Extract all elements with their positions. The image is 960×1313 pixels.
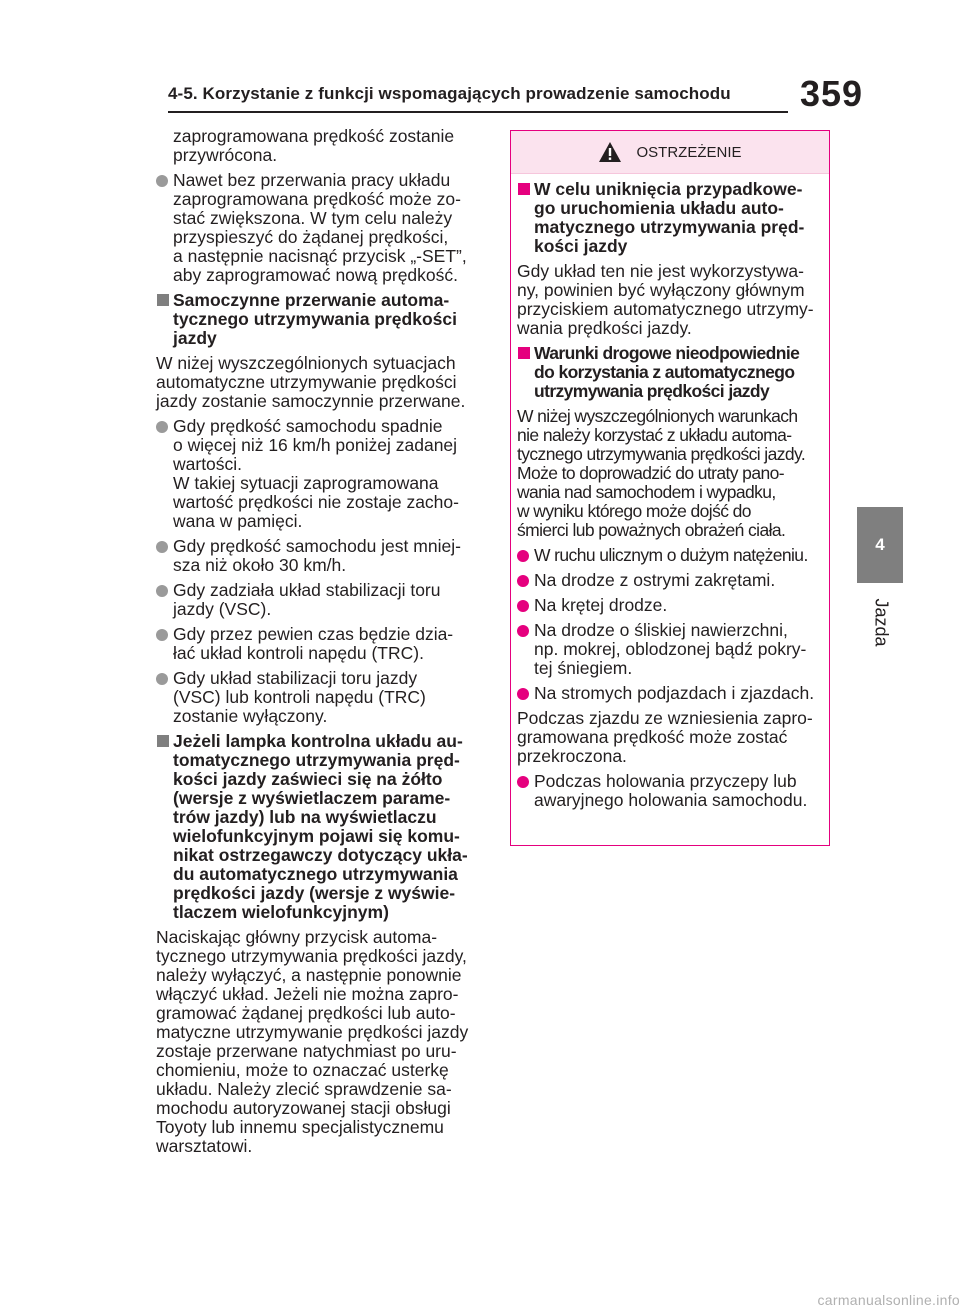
bullet-item [156,669,482,726]
bullet-text [173,417,482,531]
warning-bullet-item [517,546,823,565]
text-line: matycznego utrzymywania pręd- [534,217,805,237]
warning-bullet-item [517,596,823,615]
text-line: Na drodze o śliskiej nawierzchni, [534,620,788,640]
bullet-text [173,669,482,726]
text-line: Podczas zjazdu ze wzniesienia zapro- [517,708,813,728]
text-line: Na krętej drodze. [534,595,668,615]
text-line: nie należy korzystać z układu automa- [517,425,792,445]
text-line: przekroczona. [517,746,627,766]
bullet-text [534,772,823,810]
text-line: tlaczem wielofunkcyjnym) [173,902,389,922]
warning-box [510,130,830,846]
text-line: prędkości jazdy (wersje z wyświe- [173,883,456,903]
text-line: Gdy zadziała układ stabilizacji toru [173,580,441,600]
text-line: Samoczynne przerwanie automa- [173,290,450,310]
bullet-item [156,581,482,619]
text-line: nikat ostrzegawczy dotyczący ukła- [173,845,468,865]
square-bullet-icon [157,735,169,747]
bullet-item [156,417,482,531]
text-line: przywrócona. [173,145,278,165]
text-line: a następnie nacisnąć przycisk „-SET”, [173,246,467,266]
text-line: awaryjnego holowania samochodu. [534,790,808,810]
watermark: carmanualsonline.info [817,1292,960,1308]
running-header: 4-5. Korzystanie z funkcji wspomagających prowadzenie samochodu [168,84,731,103]
text-line: tej śniegiem. [534,658,633,678]
text-line: wana w pamięci. [173,511,303,531]
text-line: przyciskiem automatycznego utrzymy- [517,299,814,319]
warning-subheading [517,344,823,401]
square-bullet-icon [518,183,530,195]
text-line: Może to doprowadzić do utraty pano- [517,463,784,483]
text-line: mochodu autoryzowanej stacji obsługi [156,1098,451,1118]
text-line: łać układ kontroli napędu (TRC). [173,643,424,663]
bullet-text [534,546,823,565]
text-line: jazdy [173,328,217,348]
bullet-text [534,684,823,703]
text-line: kości jazdy zaświeci się na żółto [173,769,443,789]
text-line: śmierci lub poważnych obrażeń ciała. [517,520,786,540]
text-line: Na drodze z ostrymi zakrętami. [534,570,776,590]
left-column [156,127,482,1162]
chapter-label-text: Jazda [871,597,892,647]
bullet-text [173,581,482,619]
text-line: du automatycznego utrzymywania [173,864,458,884]
bullet-dot-icon [156,629,168,641]
warning-triangle-icon [598,141,622,163]
text-line: wania prędkości jazdy. [517,318,692,338]
bullet-dot-icon [156,673,168,685]
text-line: utrzymywania prędkości jazdy [534,381,770,401]
warning-bullet-item [517,772,823,810]
text-line: matyczne utrzymywanie prędkości jazdy [156,1022,469,1042]
bullet-item [156,171,482,285]
text-line: wartość prędkości nie zostaje zacho- [173,492,459,512]
text-line: tycznego utrzymywania prędkości jazdy, [156,946,467,966]
bullet-text [173,537,482,575]
warning-header [511,131,829,174]
bullet-text [534,596,823,615]
header-rule [168,111,788,113]
text-line: wartości. [173,454,243,474]
bullet-dot-icon [156,541,168,553]
text-line: aby zaprogramować nową prędkość. [173,265,459,285]
warning-paragraph [517,262,823,338]
text-line: automatyczne utrzymywanie prędkości [156,372,457,392]
text-line: W celu uniknięcia przypadkowe- [534,179,803,199]
text-line: w wyniku którego może dojść do [517,501,751,521]
text-line: (wersje z wyświetlaczem parame- [173,788,451,808]
text-line: układu. Należy zlecić sprawdzenie sa- [156,1079,452,1099]
bullet-text [534,621,823,678]
bullet-dot-icon [517,776,529,788]
subheading-text [173,291,482,348]
subheading [156,291,482,348]
bullet-dot-icon [517,600,529,612]
text-line: chomieniu, może to oznaczać usterkę [156,1060,449,1080]
bullet-dot-icon [517,550,529,562]
text-line: W takiej sytuacji zaprogramowana [173,473,439,493]
text-line: włączyć układ. Jeżeli nie można zapro- [156,984,459,1004]
text-line: (VSC) lub kontroli napędu (TRC) [173,687,426,707]
text-line: przyspieszyć do żądanej prędkości, [173,227,449,247]
chapter-tab-number: 4 [875,535,885,554]
text-line: zostanie wyłączony. [173,706,328,726]
text-line: gramowana prędkość może zostać [517,727,788,747]
bullet-text [173,171,482,285]
warning-paragraph [517,709,823,766]
text-line: jazdy (VSC). [173,599,272,619]
square-bullet-icon [157,294,169,306]
text-line: gramować żądanej prędkości lub auto- [156,1003,456,1023]
text-line: Naciskając główny przycisk automa- [156,927,438,947]
text-line: wielofunkcyjnym pojawi się komu- [173,826,460,846]
bullet-item [156,625,482,663]
text-line: do korzystania z automatycznego [534,362,795,382]
subheading-text [534,344,823,401]
text-line: zaprogramowana prędkość może zo- [173,189,461,209]
text-line: tycznego utrzymywania prędkości [173,309,457,329]
warning-subheading [517,180,823,256]
bullet-dot-icon [517,575,529,587]
bullet-text [534,571,823,590]
text-line: jazdy zostanie samoczynnie przerwane. [156,391,466,411]
text-line: W niżej wyszczególnionych sytuacjach [156,353,456,373]
text-line: ny, powinien być wyłączony głównym [517,280,805,300]
subheading [156,732,482,922]
text-line: Gdy układ ten nie jest wykorzystywa- [517,261,804,281]
text-line: Gdy prędkość samochodu jest mniej- [173,536,461,556]
text-line: stać zwiększona. W tym celu należy [173,208,453,228]
text-line: Gdy przez pewien czas będzie dzia- [173,624,454,644]
text-line: W niżej wyszczególnionych warunkach [517,406,798,426]
bullet-dot-icon [156,421,168,433]
text-line: o więcej niż 16 km/h poniżej zadanej [173,435,458,455]
text-line: kości jazdy [534,236,628,256]
warning-bullet-item [517,621,823,678]
warning-title: OSTRZEŻENIE [636,143,742,161]
text-line: W ruchu ulicznym o dużym natężeniu. [534,545,808,565]
text-line: np. mokrej, oblodzonej bądź pokry- [534,639,807,659]
text-line: należy wyłączyć, a następnie ponownie [156,965,462,985]
subheading-text [173,732,482,922]
text-line: zaprogramowana prędkość zostanie [173,126,455,146]
text-line: Toyoty lub innemu specjalistycznemu [156,1117,444,1137]
bullet-dot-icon [156,585,168,597]
warning-paragraph [517,407,823,540]
warning-bullet-item [517,571,823,590]
text-line: Nawet bez przerwania pracy układu [173,170,451,190]
warning-bullet-item [517,684,823,703]
continued-bullet-text [156,127,482,165]
text-line: warsztatowi. [156,1136,253,1156]
text-line: go uruchomienia układu auto- [534,198,784,218]
text-line: Warunki drogowe nieodpowiednie [534,343,800,363]
text-line: Gdy prędkość samochodu spadnie [173,416,443,436]
text-line: Gdy układ stabilizacji toru jazdy [173,668,418,688]
bullet-dot-icon [156,175,168,187]
chapter-label [861,592,901,652]
chapter-tab[interactable] [857,507,903,583]
bullet-item [156,537,482,575]
square-bullet-icon [518,347,530,359]
text-line: tycznego utrzymywania prędkości jazdy. [517,444,806,464]
text-line: sza niż około 30 km/h. [173,555,347,575]
text-line: tomatycznego utrzymywania pręd- [173,750,460,770]
paragraph [156,928,482,1156]
text-line: Jeżeli lampka kontrolna układu au- [173,731,463,751]
text-line: Podczas holowania przyczepy lub [534,771,797,791]
bullet-text [173,625,482,663]
paragraph [156,354,482,411]
bullet-dot-icon [517,625,529,637]
text-line: zostaje przerwane natychmiast po uru- [156,1041,457,1061]
page-number: 359 [800,73,864,114]
text-line: trów jazdy) lub na wyświetlaczu [173,807,437,827]
text-line: wania nad samochodem i wypadku, [517,482,776,502]
text-line: Na stromych podjazdach i zjazdach. [534,683,815,703]
bullet-dot-icon [517,688,529,700]
subheading-text [534,180,823,256]
